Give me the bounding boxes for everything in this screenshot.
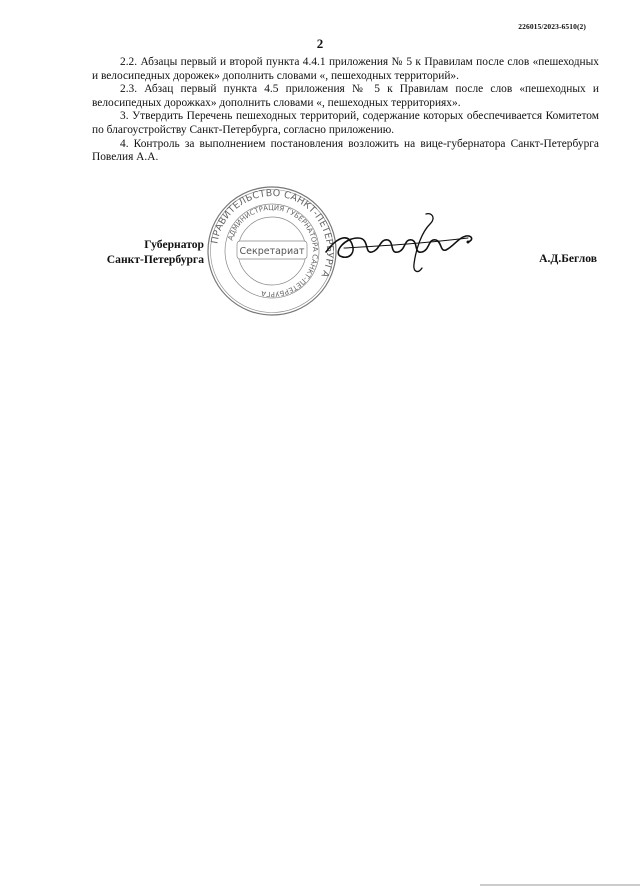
signatory-name: А.Д.Беглов — [539, 252, 597, 265]
signatory-title-line2: Санкт-Петербурга — [106, 253, 204, 266]
seal-center-text: Секретариат — [239, 246, 305, 257]
signatory-title-line1: Губернатор — [144, 238, 204, 251]
paragraph-4: 4. Контроль за выполнением постановления возложить на вице-губернатора Санкт-Петербурга Повелия А.А. — [92, 137, 599, 164]
signatory-title — [92, 237, 204, 267]
seal-outer-text: ПРАВИТЕЛЬСТВО САНКТ-ПЕТЕРБУРГА — [209, 187, 336, 280]
paragraph-3: 3. Утвердить Перечень пешеходных территорий, содержание которых обеспечивается Комитетом по благоустройству Санкт-Петербурга, согласно приложению. — [92, 110, 599, 136]
paragraph-2-3: 2.3. Абзац первый пункта 4.5 приложения № 5 к Правилам после слов «пешеходных и велосипедных дорожках» дополнить словами «, пешеходных территориях». — [92, 83, 599, 109]
document-number: 226015/2023-6510(2) — [518, 22, 586, 31]
document-body — [92, 56, 599, 165]
handwritten-signature — [318, 208, 483, 286]
page-number: 2 — [316, 36, 324, 51]
seal-inner-text: АДМИНИСТРАЦИЯ ГУБЕРНАТОРА САНКТ-ПЕТЕРБУРГА — [226, 203, 320, 299]
paragraph-2-2: 2.2. Абзацы первый и второй пункта 4.4.1 приложения № 5 к Правилам после слов «пешеходных и велосипедных дорожек» дополнить словами «, пешеходных территорий». — [92, 56, 599, 82]
